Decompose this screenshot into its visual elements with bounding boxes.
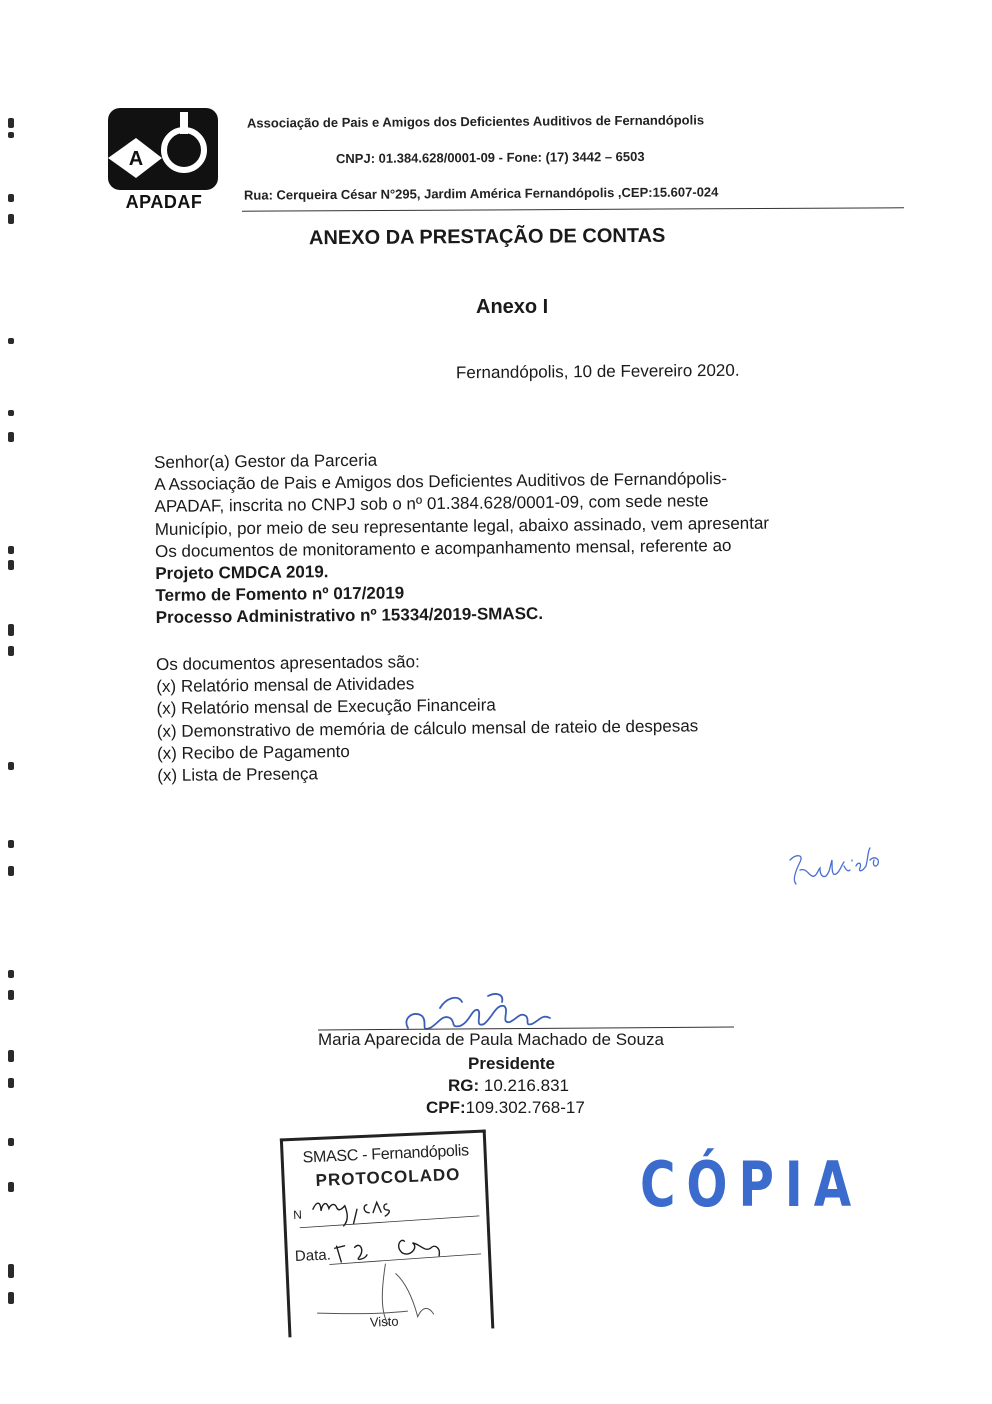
term-line: Termo de Fomento nº 017/2019	[155, 583, 405, 606]
list-item: (x) Recibo de Pagamento	[156, 741, 350, 763]
letter-body	[154, 444, 876, 629]
stamp-handwriting	[280, 1130, 492, 1335]
protocol-stamp	[280, 1130, 492, 1335]
project-line: Projeto CMDCA 2019.	[155, 562, 329, 584]
svg-text:A: A	[128, 148, 144, 170]
rubric-handwriting	[786, 840, 886, 896]
date-line: Fernandópolis, 10 de Fevereiro 2020.	[455, 360, 740, 383]
copy-stamp: CÓPIA	[640, 1148, 863, 1221]
stamp-visto-label: Visto	[369, 1313, 399, 1330]
stamp-subtitle: PROTOCOLADO	[315, 1164, 461, 1191]
document-title: ANEXO DA PRESTAÇÃO DE CONTAS	[308, 224, 666, 250]
ear-a-icon	[106, 108, 222, 192]
list-item: (x) Relatório mensal de Execução Financeira	[156, 695, 496, 719]
body-line-3: Município, por meio de seu representante legal, abaixo assinado, vem apresentar	[154, 513, 770, 539]
document-subtitle: Anexo I	[476, 296, 549, 318]
documents-list	[156, 647, 857, 788]
cpf-value: 109.302.768-17	[465, 1098, 585, 1117]
logo-text: APADAF	[125, 192, 203, 212]
organization-name: Associação de Pais e Amigos dos Deficientes Auditivos de Fernandópolis	[246, 112, 705, 131]
organization-address: Rua: Cerqueira César N°295, Jardim América Fernandópolis ,CEP:15.607-024	[243, 184, 719, 203]
stamp-n-label: N	[292, 1207, 303, 1223]
signatory-cpf	[426, 1098, 585, 1118]
organization-cnpj-phone: CNPJ: 01.384.628/0001-09 - Fone: (17) 3442 – 6503	[335, 148, 645, 167]
list-item: (x) Relatório mensal de Atividades	[156, 674, 415, 697]
stamp-date-label: Data.	[294, 1246, 332, 1265]
process-line: Processo Administrativo nº 15334/2019-SMASC.	[155, 604, 544, 628]
signatory-name: Maria Aparecida de Paula Machado de Souza	[318, 1030, 664, 1049]
documents-intro: Os documentos apresentados são:	[156, 652, 420, 674]
signature-block	[314, 984, 734, 1124]
signatory-rg	[448, 1076, 569, 1096]
rg-value: 10.216.831	[479, 1076, 569, 1095]
body-line-4: Os documentos de monitoramento e acompanhamento mensal, referente ao	[154, 535, 732, 561]
body-line-2: APADAF, inscrita no CNPJ sob o nº 01.384.628/0001-09, com sede neste	[154, 491, 709, 517]
apadaf-logo	[106, 108, 222, 212]
list-item: (x) Lista de Presença	[157, 764, 319, 786]
scan-edge-marks	[0, 0, 30, 1404]
signatory-role: Presidente	[468, 1054, 555, 1073]
salutation: Senhor(a) Gestor da Parceria	[154, 450, 378, 472]
rg-label: RG:	[448, 1076, 480, 1095]
stamp-title: SMASC - Fernandópolis	[302, 1142, 470, 1167]
header-divider	[242, 207, 904, 211]
list-item: (x) Demonstrativo de memória de cálculo mensal de rateio de despesas	[156, 715, 699, 741]
cpf-label: CPF:	[426, 1098, 466, 1117]
body-line-1: A Associação de Pais e Amigos dos Deficientes Auditivos de Fernandópolis-	[154, 469, 728, 495]
